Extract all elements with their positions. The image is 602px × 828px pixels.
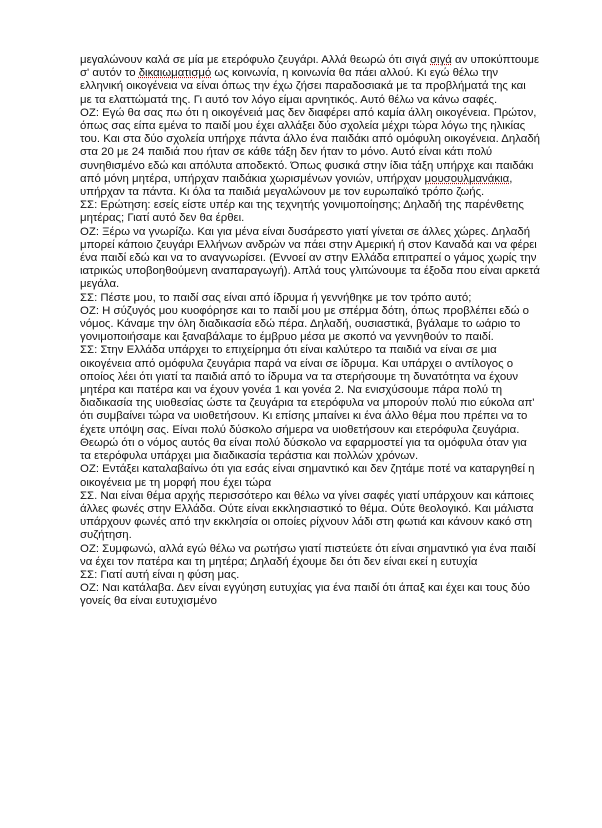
- paragraph: [80, 54, 540, 107]
- paragraph: [80, 305, 540, 345]
- text-segment: , υπήρχαν τα πάντα. Κι όλα τα παιδιά μεγαλώνουν με τον ευρωπαϊκό τρόπο ζωής.: [80, 172, 513, 199]
- text-segment: μεγαλώνουν καλά σε μία με ετερόφυλο ζευγάρι. Αλλά θεωρώ ότι σιγά: [80, 54, 431, 66]
- paragraph: [80, 226, 540, 292]
- text-segment: ΟΖ: Η σύζυγός μου κυοφόρησε και το παιδί μου με σπέρμα δότη, όπως προβλέπει εδώ ο νόμος. Κάναμε την όλη διαδικασία εδώ πέρα. Δηλαδή, ουσιαστικά, βγάλαμε το ωάριο το γονιμοποιήσαμε και ξαναβάλαμε το έμβρυο μέσα με σκοπό να γεννηθούν το παιδί.: [80, 304, 530, 344]
- paragraph: [80, 490, 540, 543]
- text-segment: ΣΣ: Ερώτηση: εσείς είστε υπέρ και της τεχνητής γονιμοποίησης; Δηλαδή της παρένθετης μητέρας; Γιατί αυτό δεν θα έρθει.: [80, 199, 524, 225]
- paragraph: [80, 344, 540, 463]
- text-segment: αν υποκύπτουμε σ' αυτόν το: [80, 54, 540, 80]
- paragraph: [80, 569, 540, 582]
- text-segment: ΟΖ: Εντάξει καταλαβαίνω ότι για εσάς είναι σημαντικό και δεν ζητάμε ποτέ να καταργηθεί η οικογένεια με τη μορφή που έχει τώρα: [80, 463, 535, 489]
- paragraph: [80, 292, 540, 305]
- paragraph: [80, 582, 540, 608]
- text-segment: ΟΖ: Εγώ θα σας πω ότι η οικογένειά μας δεν διαφέρει από καμία άλλη οικογένεια. Πρώτον, όπως σας είπα εμένα το παιδί μου έχει αλλάξει δύο σχολεία μέχρι τώρα λόγω της ηλικίας του. Και στα δύο σχολεία υπήρχε πάντα άλλο ένα παιδάκι από ομόφυλη οικογένεια. Δηλαδή στα 20 με 24 παιδιά που ήταν σε κάθε τάξη δεν ήταν το μόνο. Αυτό είναι κάτι πολύ συνηθισμένο εδώ και απόλυτα αποδεκτό. Όπως φυσικά στην ίδια τάξη υπήρχε και παιδάκι από μόνη μητέρα, υπήρχαν παιδάκια χωρισμένων γονιών, υπήρχαν: [80, 106, 541, 185]
- text-segment: ΟΖ: Ξέρω να γνωρίζω. Και για μένα είναι δυσάρεστο γιατί γίνεται σε άλλες χώρες. Δηλαδή μπορεί κάποιο ζευγάρι Ελλήνων ανδρών να πάει στην Αμερική ή στον Καναδά και να φέρει ένα παιδί εδώ και να το αναγνωρίσει. (Εννοεί αν στην Ελλάδα επιτραπεί ο γάμος χωρίς την ιατρικώς υποβοηθούμενη αναπαραγωγή). Απλά τους γλιτώνουμε τα έξοδα που είναι αρκετά μεγάλα.: [80, 225, 540, 291]
- spellcheck-marked-word: μουσουλμανάκια: [424, 172, 510, 185]
- spellcheck-marked-word: δικαιωματισμό: [138, 67, 212, 80]
- paragraph: [80, 463, 540, 489]
- paragraph: [80, 199, 540, 225]
- document-page: [80, 54, 540, 609]
- text-segment: ΟΖ: Συμφωνώ, αλλά εγώ θέλω να ρωτήσω γιατί πιστεύετε ότι είναι σημαντικό για ένα παιδί να έχει τον πατέρα και τη μητέρα; Δηλαδή έχουμε δει ότι δεν είναι εκεί η ευτυχία: [80, 542, 536, 568]
- text-segment: ΣΣ: Στην Ελλάδα υπάρχει το επιχείρημα ότι είναι καλύτερο τα παιδιά να είναι σε μια οικογένεια από ομόφυλα ζευγάρια παρά να είναι σε ίδρυμα. Και υπάρχει ο αντίλογος ο οποίος λέει ότι γιατί τα παιδιά από το ίδρυμα να τα στερήσουμε τη δυνατότητα να έχουν μητέρα και πατέρα και να έχουν γονέα 1 και γονέα 2. Να ενισχύσουμε πάρα πολύ τη διαδικασία της υιοθεσίας ώστε τα ζευγάρια τα ετερόφυλα να μπορούν πολύ πιο εύκολα απ' ότι συμβαίνει τώρα να υιοθετήσουν. Κι επίσης μπαίνει κι ένα άλλο θέμα που πρέπει να το έχετε υπόψη σας. Είναι πολύ δύσκολο σήμερα να υιοθετήσουν και ετερόφυλα ζευγάρια. Θεωρώ ότι ο νόμος αυτός θα είναι πολύ δύσκολο να εφαρμοστεί για τα ομόφυλα όταν για τα ετερόφυλα υπάρχει μια διαδικασία τεράστια και πολλών χρόνων.: [80, 344, 535, 463]
- text-segment: ΣΣ: Πέστε μου, το παιδί σας είναι από ίδρυμα ή γεννήθηκε με τον τρόπο αυτό;: [80, 291, 472, 304]
- paragraph: [80, 543, 540, 569]
- text-segment: ΣΣ: Γιατί αυτή είναι η φύση μας.: [80, 568, 240, 581]
- spellcheck-marked-word: σιγά: [430, 54, 452, 66]
- text-segment: ΣΣ. Ναι είναι θέμα αρχής περισσότερο και θέλω να γίνει σαφές γιατί υπάρχουν και κάποιες άλλες φωνές στην Ελλάδα. Ούτε είναι εκκλησιαστικό το θέμα. Ούτε θεολογικό. Και μάλιστα υπάρχουν φωνές από την εκκλησία οι οποίες ρίχνουν λάδι στη φωτιά και κάνουν κακό στη συζήτηση.: [80, 489, 534, 542]
- text-segment: ΟΖ: Ναι κατάλαβα. Δεν είναι εγγύηση ευτυχίας για ένα παιδί ότι άπαξ και έχει και τους δύο γονείς θα είναι ευτυχισμένο: [80, 582, 530, 608]
- text-segment: ως κοινωνία, η κοινωνία θα πάει αλλού. Κι εγώ θέλω την ελληνική οικογένεια να είναι όπως την έχω ζήσει παραδοσιακά με τα προβλήματά της και με τα ελαττώματά της. Γι αυτό τον λόγο είμαι αρνητικός. Αυτό θέλω να κάνω σαφές.: [80, 67, 526, 106]
- paragraph: [80, 107, 540, 199]
